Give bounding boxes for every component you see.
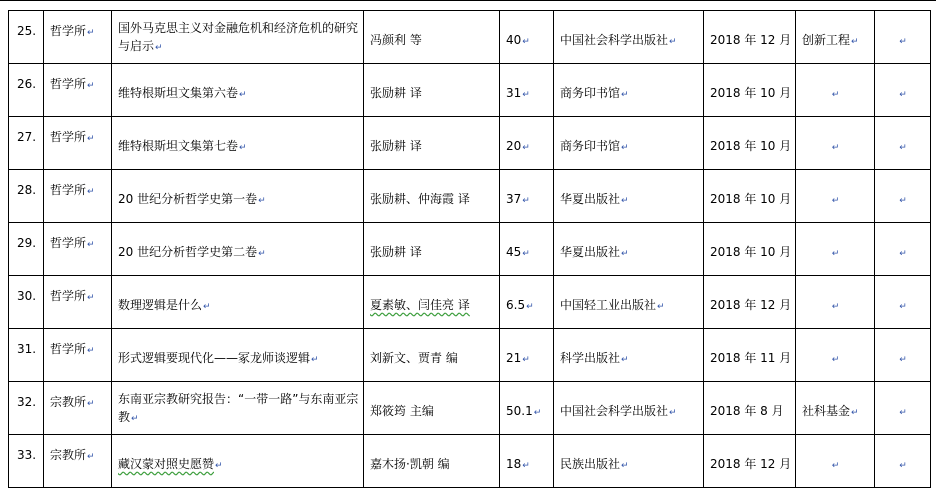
pages-cell[interactable] — [500, 276, 554, 329]
table-row — [9, 170, 931, 223]
paragraph-mark-icon: ↵ — [621, 196, 629, 206]
author-cell[interactable] — [364, 117, 500, 170]
department-text: 哲学所 — [50, 342, 87, 356]
row-number-text: 32. — [17, 395, 37, 409]
publisher-cell[interactable] — [554, 64, 704, 117]
date-text: 2018 年 10 月 — [710, 245, 792, 259]
funding-cell[interactable] — [796, 223, 875, 276]
department-text: 哲学所 — [50, 289, 87, 303]
publisher-cell[interactable] — [554, 170, 704, 223]
paragraph-mark-icon: ↵ — [899, 408, 907, 418]
funding-cell[interactable] — [796, 11, 875, 64]
pages-text: 31 — [506, 86, 522, 100]
title-text: 东南亚宗教研究报告：“一带一路”与东南亚宗教 — [118, 392, 359, 424]
publisher-text: 商务印书馆 — [560, 139, 621, 153]
paragraph-mark-icon: ↵ — [131, 414, 139, 424]
pages-cell[interactable] — [500, 329, 554, 382]
top-edge-line — [0, 0, 936, 1]
publisher-text: 商务印书馆 — [560, 86, 621, 100]
paragraph-mark-icon: ↵ — [87, 346, 95, 356]
date-cell[interactable] — [704, 223, 796, 276]
table-row — [9, 435, 931, 488]
date-text: 2018 年 10 月 — [710, 86, 792, 100]
date-cell[interactable] — [704, 382, 796, 435]
title-cell[interactable] — [112, 223, 364, 276]
row-number-cell[interactable] — [9, 382, 44, 435]
paragraph-mark-icon: ↵ — [87, 81, 95, 91]
paragraph-mark-icon: ↵ — [87, 134, 95, 144]
publisher-text: 中国社会科学出版社 — [560, 33, 669, 47]
publisher-cell[interactable] — [554, 276, 704, 329]
date-text: 2018 年 12 月 — [710, 33, 792, 47]
funding-cell[interactable] — [796, 329, 875, 382]
paragraph-mark-icon: ↵ — [522, 249, 530, 259]
row-number-cell[interactable] — [9, 170, 44, 223]
pages-text: 37 — [506, 192, 522, 206]
title-text: 国外马克思主义对金融危机和经济危机的研究与启示 — [118, 21, 359, 53]
paragraph-mark-icon: ↵ — [621, 143, 629, 153]
extra-cell[interactable] — [875, 435, 931, 488]
paragraph-mark-icon: ↵ — [87, 187, 95, 197]
paragraph-mark-icon: ↵ — [621, 355, 629, 365]
author-text: 张励耕 译 — [370, 245, 422, 259]
date-text: 2018 年 10 月 — [710, 192, 792, 206]
paragraph-mark-icon: ↵ — [522, 143, 530, 153]
title-cell[interactable] — [112, 435, 364, 488]
author-cell[interactable] — [364, 382, 500, 435]
pages-cell[interactable] — [500, 170, 554, 223]
paragraph-mark-icon: ↵ — [87, 399, 95, 409]
author-cell[interactable] — [364, 170, 500, 223]
publisher-cell[interactable] — [554, 329, 704, 382]
date-cell[interactable] — [704, 170, 796, 223]
row-number-text: 26. — [17, 77, 37, 91]
paragraph-mark-icon: ↵ — [522, 90, 530, 100]
paragraph-mark-icon: ↵ — [258, 196, 266, 206]
paragraph-mark-icon: ↵ — [522, 461, 530, 471]
extra-cell[interactable] — [875, 382, 931, 435]
author-cell[interactable] — [364, 329, 500, 382]
row-number-text: 33. — [17, 448, 37, 462]
department-text: 哲学所 — [50, 130, 87, 144]
publisher-cell[interactable] — [554, 11, 704, 64]
author-text: 夏素敏、闫佳亮 译 — [370, 298, 470, 312]
title-text: 20 世纪分析哲学史第一卷 — [118, 192, 258, 206]
paragraph-mark-icon: ↵ — [831, 355, 840, 365]
extra-cell[interactable] — [875, 276, 931, 329]
department-cell[interactable] — [44, 276, 112, 329]
paragraph-mark-icon: ↵ — [522, 355, 530, 365]
pages-text: 40 — [506, 33, 522, 47]
date-cell[interactable] — [704, 329, 796, 382]
paragraph-mark-icon: ↵ — [669, 408, 677, 418]
table-row — [9, 329, 931, 382]
row-number-text: 28. — [17, 183, 37, 197]
paragraph-mark-icon: ↵ — [831, 249, 840, 259]
publisher-text: 科学出版社 — [560, 351, 621, 365]
table-row — [9, 64, 931, 117]
date-text: 2018 年 10 月 — [710, 139, 792, 153]
paragraph-mark-icon: ↵ — [899, 90, 907, 100]
publisher-text: 中国社会科学出版社 — [560, 404, 669, 418]
department-cell[interactable] — [44, 64, 112, 117]
department-cell[interactable] — [44, 329, 112, 382]
publisher-cell[interactable] — [554, 382, 704, 435]
funding-cell[interactable] — [796, 276, 875, 329]
funding-cell[interactable] — [796, 435, 875, 488]
date-text: 2018 年 12 月 — [710, 298, 792, 312]
paragraph-mark-icon: ↵ — [526, 302, 534, 312]
title-text: 藏汉蒙对照史愿赞 — [118, 457, 215, 471]
publisher-text: 民族出版社 — [560, 457, 621, 471]
date-text: 2018 年 11 月 — [710, 351, 792, 365]
paragraph-mark-icon: ↵ — [87, 28, 95, 38]
paragraph-mark-icon: ↵ — [831, 143, 840, 153]
department-cell[interactable] — [44, 11, 112, 64]
pages-text: 6.5 — [506, 298, 526, 312]
paragraph-mark-icon: ↵ — [851, 408, 859, 418]
pages-cell[interactable] — [500, 382, 554, 435]
author-text: 冯颜利 等 — [370, 33, 422, 47]
paragraph-mark-icon: ↵ — [899, 37, 907, 47]
table-row — [9, 382, 931, 435]
paragraph-mark-icon: ↵ — [522, 196, 530, 206]
funding-cell[interactable] — [796, 170, 875, 223]
paragraph-mark-icon: ↵ — [522, 37, 530, 47]
paragraph-mark-icon: ↵ — [258, 249, 266, 259]
title-cell[interactable] — [112, 276, 364, 329]
table-row — [9, 11, 931, 64]
paragraph-mark-icon: ↵ — [87, 452, 95, 462]
paragraph-mark-icon: ↵ — [215, 461, 223, 471]
paragraph-mark-icon: ↵ — [239, 143, 247, 153]
paragraph-mark-icon: ↵ — [899, 355, 907, 365]
author-text: 张励耕 译 — [370, 139, 422, 153]
publisher-text: 中国轻工业出版社 — [560, 298, 657, 312]
department-cell[interactable] — [44, 170, 112, 223]
department-cell[interactable] — [44, 382, 112, 435]
paragraph-mark-icon: ↵ — [899, 249, 907, 259]
title-text: 维特根斯坦文集第六卷 — [118, 86, 239, 100]
department-text: 宗教所 — [50, 395, 87, 409]
author-cell[interactable] — [364, 276, 500, 329]
table-row — [9, 223, 931, 276]
paragraph-mark-icon: ↵ — [831, 196, 840, 206]
extra-cell[interactable] — [875, 170, 931, 223]
pages-cell[interactable] — [500, 435, 554, 488]
paragraph-mark-icon: ↵ — [831, 461, 840, 471]
paragraph-mark-icon: ↵ — [657, 302, 665, 312]
pages-text: 18 — [506, 457, 522, 471]
paragraph-mark-icon: ↵ — [533, 408, 542, 418]
publisher-text: 华夏出版社 — [560, 192, 621, 206]
paragraph-mark-icon: ↵ — [899, 461, 907, 471]
row-number-text: 31. — [17, 342, 37, 356]
pages-cell[interactable] — [500, 64, 554, 117]
paragraph-mark-icon: ↵ — [239, 90, 247, 100]
row-number-cell[interactable] — [9, 117, 44, 170]
author-text: 嘉木扬·凯朝 编 — [370, 457, 450, 471]
row-number-cell[interactable] — [9, 223, 44, 276]
department-text: 哲学所 — [50, 24, 87, 38]
author-cell[interactable] — [364, 435, 500, 488]
author-text: 刘新文、贾青 编 — [370, 351, 458, 365]
funding-text: 创新工程 — [802, 33, 851, 47]
author-text: 张励耕 译 — [370, 86, 422, 100]
pages-cell[interactable] — [500, 11, 554, 64]
paragraph-mark-icon: ↵ — [851, 37, 859, 47]
row-number-cell[interactable] — [9, 11, 44, 64]
department-text: 哲学所 — [50, 183, 87, 197]
paragraph-mark-icon: ↵ — [621, 249, 629, 259]
row-number-cell[interactable] — [9, 435, 44, 488]
title-cell[interactable] — [112, 117, 364, 170]
table-row — [9, 117, 931, 170]
department-cell[interactable] — [44, 223, 112, 276]
date-cell[interactable] — [704, 11, 796, 64]
row-number-text: 29. — [17, 236, 37, 250]
row-number-cell[interactable] — [9, 329, 44, 382]
author-text: 郑筱筠 主编 — [370, 404, 434, 418]
extra-cell[interactable] — [875, 64, 931, 117]
paragraph-mark-icon: ↵ — [311, 355, 319, 365]
extra-cell[interactable] — [875, 117, 931, 170]
date-cell[interactable] — [704, 276, 796, 329]
paragraph-mark-icon: ↵ — [669, 37, 677, 47]
department-cell[interactable] — [44, 117, 112, 170]
author-cell[interactable] — [364, 11, 500, 64]
pages-cell[interactable] — [500, 117, 554, 170]
title-text: 维特根斯坦文集第七卷 — [118, 139, 239, 153]
title-cell[interactable] — [112, 64, 364, 117]
paragraph-mark-icon: ↵ — [155, 43, 163, 53]
title-text: 数理逻辑是什么 — [118, 298, 203, 312]
author-cell[interactable] — [364, 223, 500, 276]
extra-cell[interactable] — [875, 11, 931, 64]
paragraph-mark-icon: ↵ — [899, 143, 907, 153]
funding-cell[interactable] — [796, 64, 875, 117]
title-text: 20 世纪分析哲学史第二卷 — [118, 245, 258, 259]
publisher-cell[interactable] — [554, 435, 704, 488]
row-number-text: 25. — [17, 24, 37, 38]
publisher-cell[interactable] — [554, 223, 704, 276]
department-text: 哲学所 — [50, 236, 87, 250]
pages-text: 20 — [506, 139, 522, 153]
title-cell[interactable] — [112, 382, 364, 435]
extra-cell[interactable] — [875, 223, 931, 276]
title-cell[interactable] — [112, 170, 364, 223]
row-number-cell[interactable] — [9, 64, 44, 117]
date-cell[interactable] — [704, 64, 796, 117]
department-cell[interactable] — [44, 435, 112, 488]
date-text: 2018 年 12 月 — [710, 457, 792, 471]
pages-cell[interactable] — [500, 223, 554, 276]
row-number-text: 27. — [17, 130, 37, 144]
extra-cell[interactable] — [875, 329, 931, 382]
title-cell[interactable] — [112, 11, 364, 64]
paragraph-mark-icon: ↵ — [621, 461, 629, 471]
paragraph-mark-icon: ↵ — [831, 302, 840, 312]
row-number-text: 30. — [17, 289, 37, 303]
paragraph-mark-icon: ↵ — [203, 302, 211, 312]
pages-text: 21 — [506, 351, 522, 365]
table-row — [9, 276, 931, 329]
author-cell[interactable] — [364, 64, 500, 117]
row-number-cell[interactable] — [9, 276, 44, 329]
pages-text: 50.1 — [506, 404, 533, 418]
paragraph-mark-icon: ↵ — [831, 90, 840, 100]
title-cell[interactable] — [112, 329, 364, 382]
author-text: 张励耕、仲海霞 译 — [370, 192, 470, 206]
funding-cell[interactable] — [796, 382, 875, 435]
paragraph-mark-icon: ↵ — [87, 293, 95, 303]
date-cell[interactable] — [704, 435, 796, 488]
department-text: 宗教所 — [50, 448, 87, 462]
paragraph-mark-icon: ↵ — [899, 196, 907, 206]
paragraph-mark-icon: ↵ — [87, 240, 95, 250]
publisher-text: 华夏出版社 — [560, 245, 621, 259]
funding-cell[interactable] — [796, 117, 875, 170]
title-text: 形式逻辑要现代化——冢龙师谈逻辑 — [118, 351, 311, 365]
funding-text: 社科基金 — [802, 404, 851, 418]
date-cell[interactable] — [704, 117, 796, 170]
department-text: 哲学所 — [50, 77, 87, 91]
paragraph-mark-icon: ↵ — [621, 90, 629, 100]
date-text: 2018 年 8 月 — [710, 404, 784, 418]
publications-table — [8, 10, 931, 488]
publisher-cell[interactable] — [554, 117, 704, 170]
pages-text: 45 — [506, 245, 522, 259]
paragraph-mark-icon: ↵ — [899, 302, 907, 312]
